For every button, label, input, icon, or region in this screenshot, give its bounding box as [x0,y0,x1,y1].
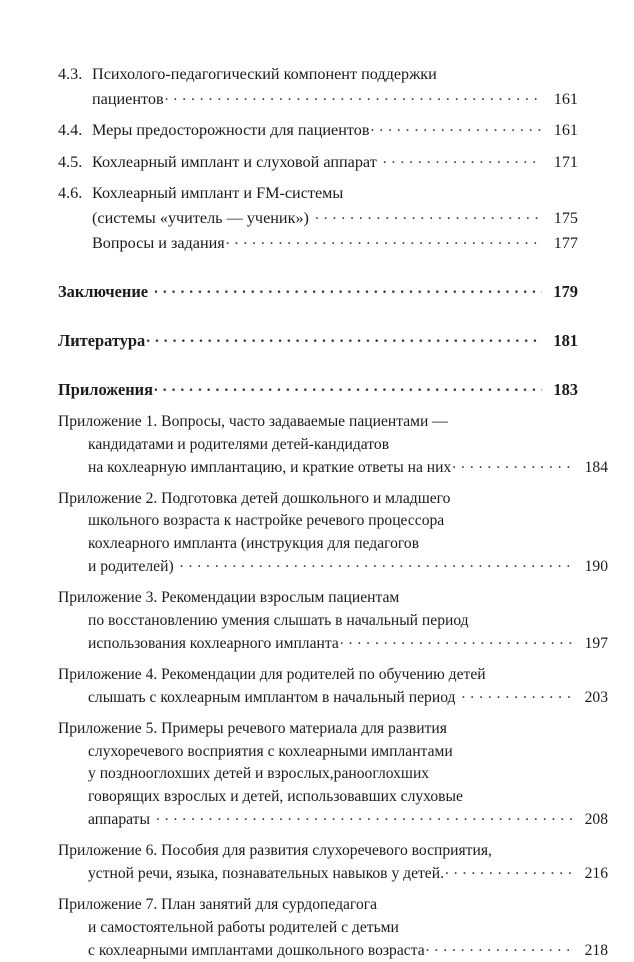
dot-leader [452,456,572,472]
entry-title-line: Меры предосторожности для пациентов [92,121,370,140]
appendix-title-line: кохлеарного импланта (инструкция для педагогов [88,534,420,552]
dot-leader [383,151,542,167]
dot-leader [154,379,542,395]
appendix-title-line: Приложение 4. Рекомендации для родителей по обучению детей [58,666,486,683]
entry-title-line: пациентов [92,89,164,108]
appendix-title-line: Приложение 3. Рекомендации взрослым пациентам [58,589,400,607]
toc-subentry-questions[interactable] [92,231,578,256]
appendix-title-line: с кохлеарными имплантами дошкольного возраста [88,941,425,959]
toc-entry-4-4[interactable] [58,118,578,143]
toc-entry-4-5[interactable] [58,150,578,175]
major-section-list [58,280,578,402]
chapter-entry-list [58,62,578,255]
entry-body [92,62,578,111]
appendix-title-line: говорящих взрослых и детей, использовавших слуховые [88,787,463,805]
entry-number: 4.6. [58,184,83,203]
major-section-page-number: 181 [553,331,578,351]
entry-body [92,181,578,255]
toc-entry-appendix-5[interactable] [58,718,608,831]
entry-page-number: 161 [553,89,578,108]
toc-entry-prilozheniya[interactable] [58,378,578,402]
toc-entry-appendix-6[interactable] [58,840,608,885]
dot-leader [461,686,572,702]
appendix-page-number: 203 [584,689,608,706]
appendix-page-number: 218 [584,941,608,959]
entry-page-number: 175 [553,208,578,227]
entry-title-line: Кохлеарный имплант и слуховой аппарат [92,152,377,171]
dot-leader [180,555,572,571]
appendix-title-line: Приложение 6. Пособия для развития слухоречевого восприятия, [58,842,492,860]
appendix-title-line: аппараты [88,810,150,828]
dot-leader [156,808,572,824]
entry-title-line: Психолого-педагогический компонент поддержки [92,65,437,83]
toc-entry-4-3[interactable] [58,62,578,111]
entry-page-number: 171 [553,152,578,171]
entry-number: 4.4. [58,121,83,140]
toc-entry-appendix-7[interactable] [58,894,608,962]
entry-page-number: 161 [553,121,578,140]
appendix-title-line: Приложение 7. План занятий для сурдопедагога [58,896,378,914]
appendix-list [58,411,608,962]
appendix-page-number: 208 [584,810,608,828]
appendix-page-number: 190 [584,557,608,575]
appendix-title-line: и родителей) [88,557,174,575]
dot-leader [226,231,542,247]
major-section-page-number: 179 [553,282,578,302]
appendix-title-line: у позднооглохших детей и взрослых,ранооглохших [88,765,430,783]
toc-entry-appendix-4[interactable] [58,664,608,709]
appendix-title-line: школьного возраста к настройке речевого процессора [88,512,445,530]
appendix-title-line: Приложение 5. Примеры речевого материала для развития [58,720,447,738]
entry-body [92,118,578,143]
major-section-label: Литература [58,331,146,351]
appendix-title-line: Приложение 1. Вопросы, часто задаваемые пациентами — [58,413,448,431]
appendix-page-number: 197 [584,634,608,652]
toc-entry-appendix-3[interactable] [58,587,608,655]
toc-entry-zaklyuchenie[interactable] [58,280,578,304]
dot-leader [340,632,572,648]
dot-leader [154,281,542,297]
appendix-title-line: устной речи, языка, познавательных навыков у детей. [88,865,444,883]
appendix-title-line: по восстановлению умения слышать в начальный период [88,611,469,629]
toc-entry-appendix-2[interactable] [58,488,608,578]
entry-title-line: Кохлеарный имплант и FM-системы [92,184,344,203]
appendix-title-line: кандидатами и родителями детей-кандидатов [88,435,390,453]
dot-leader [445,862,572,878]
dot-leader [165,87,542,103]
dot-leader [371,119,542,135]
appendix-title-line: на кохлеарную имплантацию, и краткие ответы на них [88,458,452,476]
appendix-title-line: и самостоятельной работы родителей с детьми [88,918,399,936]
major-section-page-number: 183 [553,380,578,400]
subentry-label: Вопросы и задания [92,233,225,252]
entry-number: 4.3. [58,65,83,83]
entry-body [92,150,578,175]
major-section-label: Заключение [58,282,149,302]
toc-entry-4-6[interactable] [58,181,578,255]
dot-leader [315,207,542,223]
appendix-title-line: использования кохлеарного импланта [88,634,339,652]
major-section-label: Приложения [58,380,153,400]
entry-number: 4.5. [58,152,83,171]
toc-entry-literatura[interactable] [58,329,578,353]
dot-leader [426,939,572,955]
appendix-title-line: слухоречевого восприятия с кохлеарными имплантами [88,742,453,760]
appendix-title-line: слышать с кохлеарным имплантом в начальный период [88,689,456,706]
entry-title-line: (системы «учитель — ученик») [92,208,309,227]
appendix-page-number: 184 [584,458,608,476]
appendix-page-number: 216 [584,865,608,883]
dot-leader [146,330,542,346]
subentry-page-number: 177 [553,233,578,252]
toc-entry-appendix-1[interactable] [58,411,608,479]
appendix-title-line: Приложение 2. Подготовка детей дошкольного и младшего [58,489,451,507]
